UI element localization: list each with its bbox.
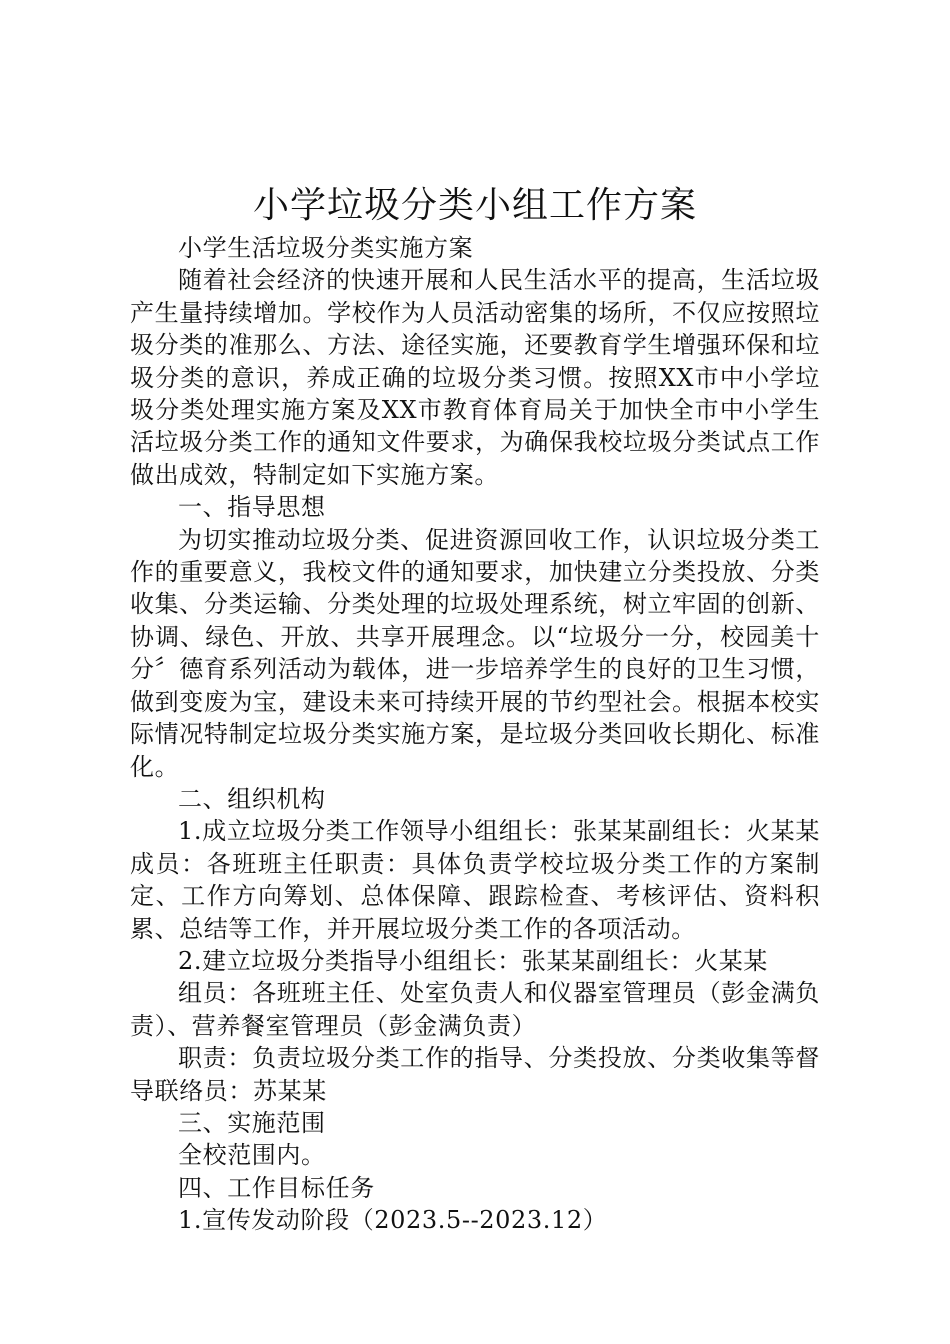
document-title: 小学垃圾分类小组工作方案 xyxy=(252,185,697,226)
guiding-idea-paragraph: 为切实推动垃圾分类、促进资源回收工作，认识垃圾分类工作的重要意义，我校文件的通知要求，加快建立分类投放、分类收集、分类运输、分类处理的垃圾处理系统，树立牢固的创新、协调、绿色、开放、共享开展理念。以“垃圾分一分，校园美十分〞德育系列活动为载体，进一步培养学生的良好的卫生习惯，做到变废为宝，建设未来可持续开展的节约型社会。根据本校实际情况特制定垃圾分类实施方案，是垃圾分类回收长期化、标准化。 xyxy=(130,525,820,781)
duties-paragraph: 职责：负责垃圾分类工作的指导、分类投放、分类收集等督导联络员：苏某某 xyxy=(130,1044,820,1105)
members-paragraph: 组员：各班班主任、处室负责人和仪器室管理员（彭金满负责）、营养餐室管理员（彭金满负责） xyxy=(130,979,820,1040)
section-heading-scope: 三、实施范围 xyxy=(178,1108,326,1137)
document-body xyxy=(130,232,820,1237)
publicity-phase-paragraph: 1.宣传发动阶段（2023.5--2023.12） xyxy=(178,1206,608,1235)
subtitle-paragraph: 小学生活垃圾分类实施方案 xyxy=(178,234,474,262)
section-heading-organization: 二、组织机构 xyxy=(178,784,326,813)
guidance-group-paragraph: 2.建立垃圾分类指导小组组长：张某某副组长：火某某 xyxy=(178,946,768,975)
intro-paragraph: 随着社会经济的快速开展和人民生活水平的提高，生活垃圾产生量持续增加。学校作为人员活动密集的场所，不仅应按照垃圾分类的准那么、方法、途径实施，还要教育学生增强环保和垃圾分类的意识，养成正确的垃圾分类习惯。按照XX市中小学垃圾分类处理实施方案及XX市教育体育局关于加快全市中小学生活垃圾分类工作的通知文件要求，为确保我校垃圾分类试点工作做出成效，特制定如下实施方案。 xyxy=(130,266,820,489)
section-heading-goals: 四、工作目标任务 xyxy=(178,1173,375,1202)
scope-paragraph: 全校范围内。 xyxy=(178,1141,326,1170)
section-heading-guiding-idea: 一、指导思想 xyxy=(178,493,326,522)
leadership-group-paragraph: 1.成立垃圾分类工作领导小组组长：张某某副组长：火某某成员：各班班主任职责：具体负责学校垃圾分类工作的方案制定、工作方向筹划、总体保障、跟踪检查、考核评估、资料积累、总结等工作，并开展垃圾分类工作的各项活动。 xyxy=(130,817,820,943)
